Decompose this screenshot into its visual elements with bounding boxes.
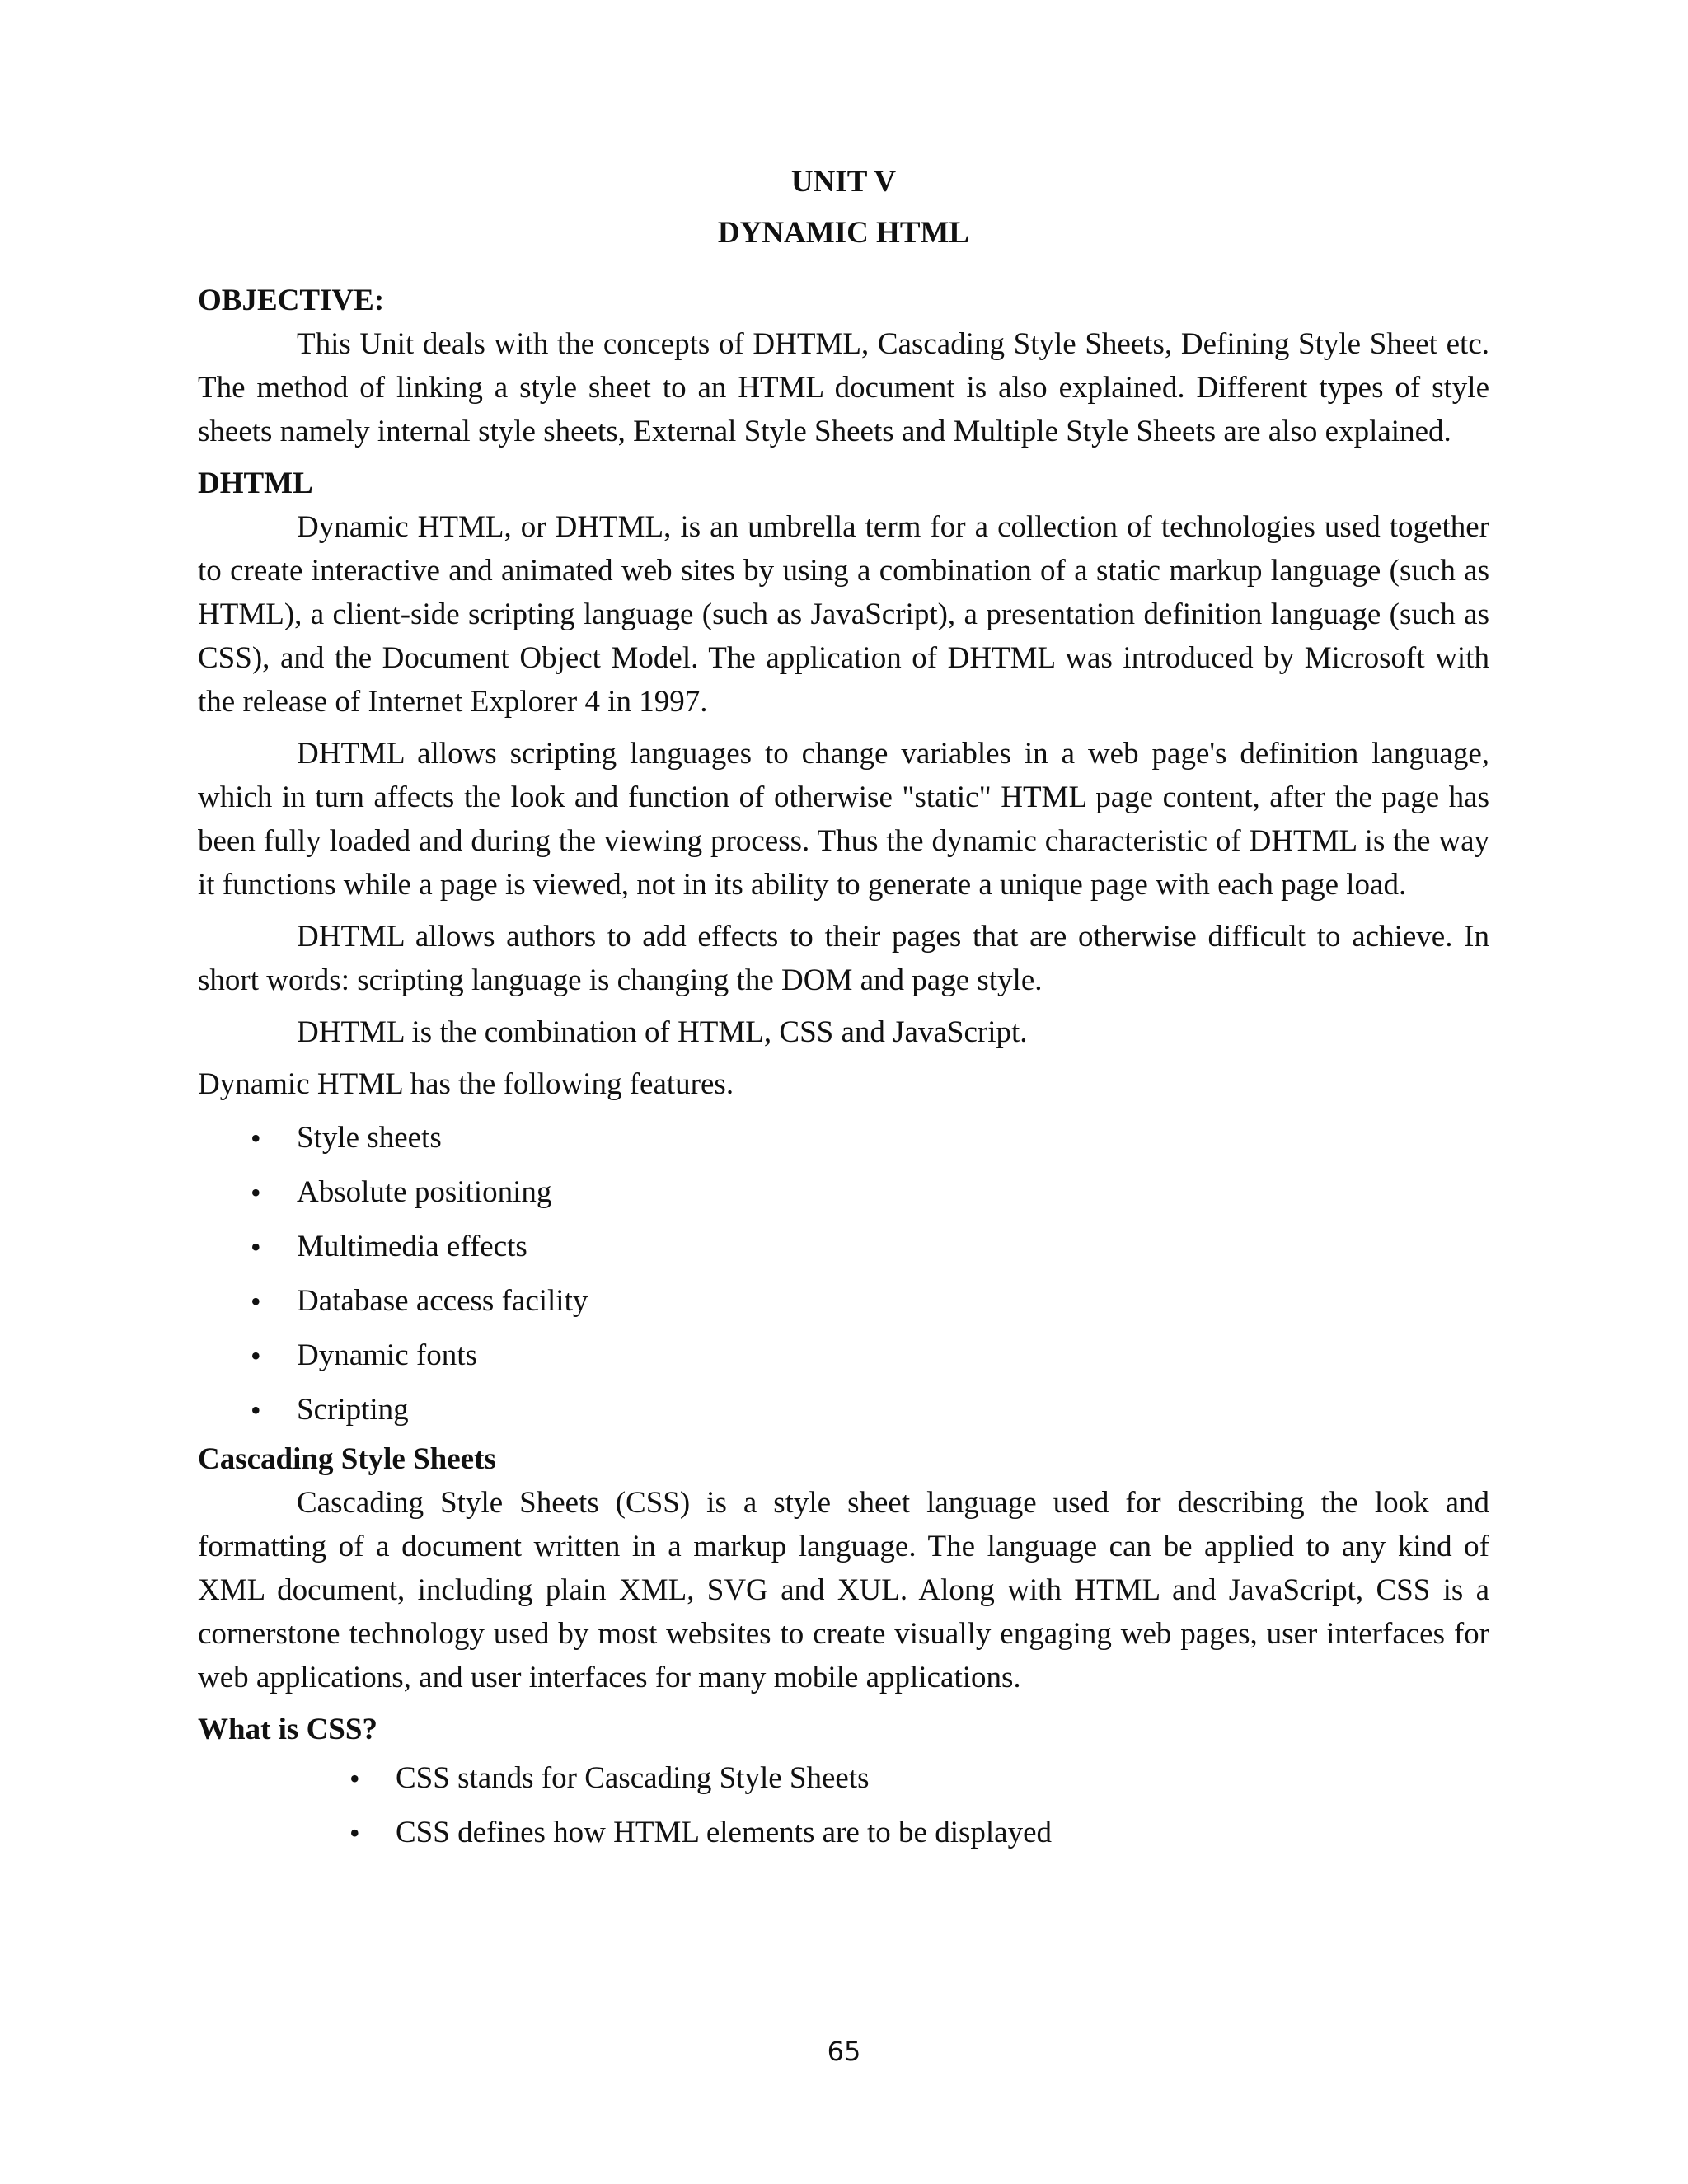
list-item-text: CSS stands for Cascading Style Sheets [396, 1761, 870, 1795]
what-is-css-list [198, 1751, 1489, 1860]
list-item [198, 1383, 1489, 1437]
list-item [198, 1329, 1489, 1383]
list-item-text: Multimedia effects [297, 1230, 528, 1263]
css-heading: Cascading Style Sheets [198, 1442, 496, 1476]
dhtml-paragraph-4: DHTML is the combination of HTML, CSS and JavaScript. [297, 1015, 1028, 1049]
list-item-text: Scripting [297, 1393, 409, 1427]
css-paragraph: Cascading Style Sheets (CSS) is a style sheet language used for describing the look and formatting of a document written in a markup language. The language can be applied to any kind of XML document, including plain XML, SVG and XUL. Along with HTML and JavaScript, CSS is a cornerstone technology used by most websites to create visually engaging web pages, user interfaces for web applications, and user interfaces for many mobile applications. [198, 1486, 1489, 1694]
list-item [198, 1751, 1489, 1806]
list-item [198, 1220, 1489, 1274]
features-intro: Dynamic HTML has the following features. [198, 1067, 734, 1101]
dhtml-paragraph-3: DHTML allows authors to add effects to their pages that are otherwise difficult to achieve. In short words: scripting language is changing the DOM and page style. [198, 920, 1489, 997]
list-item-text: Style sheets [297, 1121, 442, 1155]
bullet-icon: • [251, 1339, 261, 1372]
bullet-icon: • [251, 1285, 261, 1318]
list-item-text: Database access facility [297, 1284, 588, 1318]
bullet-icon: • [251, 1394, 261, 1427]
list-item [198, 1274, 1489, 1329]
unit-title: UNIT V [790, 165, 897, 199]
list-item-text: Dynamic fonts [297, 1338, 477, 1372]
bullet-icon: • [349, 1816, 360, 1849]
page-content [198, 157, 1489, 1860]
dhtml-heading: DHTML [198, 466, 313, 500]
chapter-title: DYNAMIC HTML [717, 216, 970, 250]
list-item-text: Absolute positioning [297, 1175, 552, 1209]
objective-heading: OBJECTIVE: [198, 284, 385, 317]
bullet-icon: • [251, 1122, 261, 1155]
features-list [198, 1111, 1489, 1437]
list-item [198, 1806, 1489, 1860]
bullet-icon: • [349, 1762, 360, 1795]
bullet-icon: • [251, 1176, 261, 1209]
dhtml-paragraph-1: Dynamic HTML, or DHTML, is an umbrella term for a collection of technologies used together to create interactive and animated web sites by using a combination of a static markup language (such as HTML), a client-side scripting language (such as JavaScript), a presentation definition language (such as CSS), and the Document Object Model. The application of DHTML was introduced by Microsoft with the release of Internet Explorer 4 in 1997. [198, 510, 1489, 719]
list-item [198, 1165, 1489, 1220]
what-is-css-heading: What is CSS? [198, 1713, 377, 1746]
objective-paragraph: This Unit deals with the concepts of DHTML, Cascading Style Sheets, Defining Style Sheet etc. The method of linking a style sheet to an HTML document is also explained. Different types of style sheets namely internal style sheets, External Style Sheets and Multiple Style Sheets are also explained. [198, 327, 1489, 448]
list-item [198, 1111, 1489, 1165]
list-item-text: CSS defines how HTML elements are to be displayed [396, 1816, 1053, 1849]
bullet-icon: • [251, 1230, 261, 1263]
dhtml-paragraph-2: DHTML allows scripting languages to change variables in a web page's definition language, which in turn affects the look and function of otherwise "static" HTML page content, after the page has been fully loaded and during the viewing process. Thus the dynamic characteristic of DHTML is the way it functions while a page is viewed, not in its ability to generate a unique page with each page load. [198, 737, 1489, 902]
page-number: 65 [827, 2036, 861, 2067]
